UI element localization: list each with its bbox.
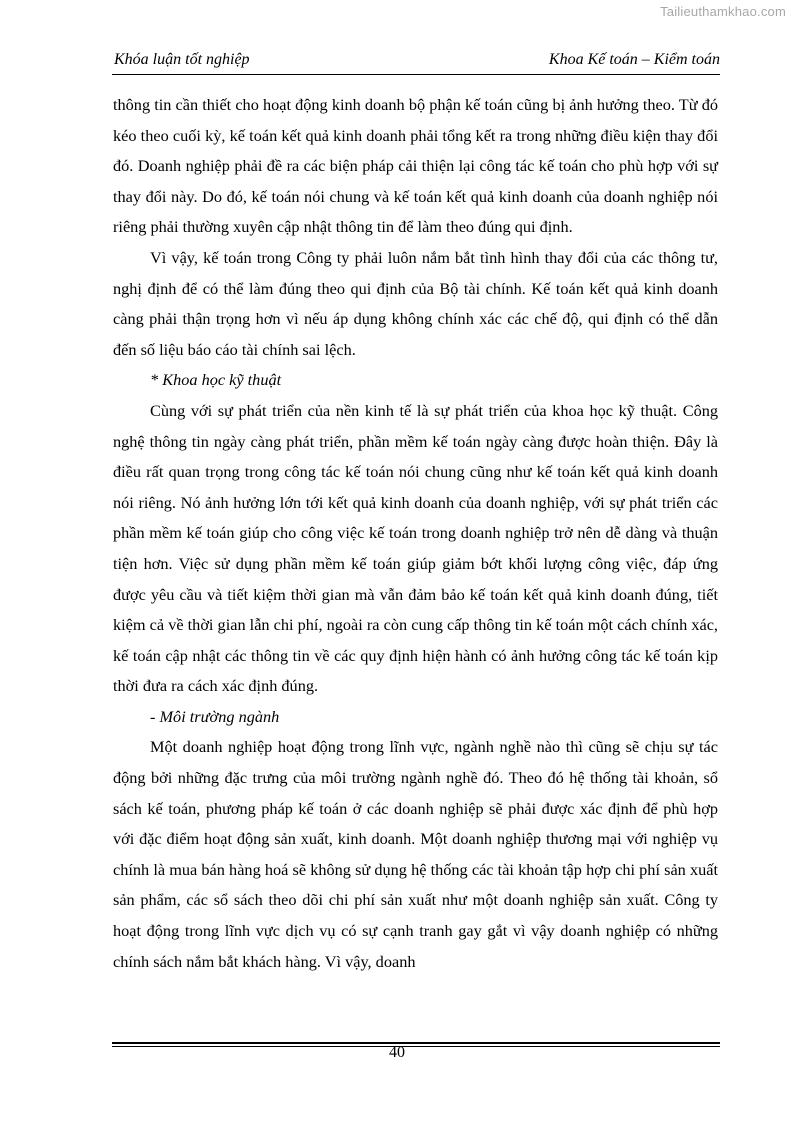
- paragraph: Vì vậy, kế toán trong Công ty phải luôn nắm bắt tình hình thay đổi của các thông tư, nghị định để có thể làm đúng theo qui định của Bộ tài chính. Kế toán kết quả kinh doanh càng phải thận trọng hơn vì nếu áp dụng không chính xác các chế độ, qui định có thể dẫn đến số liệu báo cáo tài chính sai lệch.: [113, 247, 718, 359]
- paragraph-continuation: thông tin cần thiết cho hoạt động kinh doanh bộ phận kế toán cũng bị ảnh hưởng theo. Từ đó kéo theo cuối kỳ, kế toán kết quả kinh doanh phải tổng kết ra trong những điều kiện thay đổi đó. Doanh nghiệp phải đề ra các biện pháp cải thiện lại công tác kế toán cho phù hợp với sự thay đổi này. Do đó, kế toán nói chung và kế toán kết quả kinh doanh của doanh nghiệp nói riêng phải thường xuyên cập nhật thông tin để làm theo đúng qui định.: [113, 95, 718, 237]
- watermark: Tailieuthamkhao.com: [660, 4, 786, 19]
- page-body: [113, 90, 718, 977]
- paragraph: Cùng với sự phát triển của nền kinh tế là sự phát triển của khoa học kỹ thuật. Công nghệ thông tin ngày càng phát triển, phần mềm kế toán ngày càng được hoàn thiện. Đây là điều rất quan trọng trong công tác kế toán nói chung cũng như kế toán kết quả kinh doanh nói riêng. Nó ảnh hưởng lớn tới kết quả kinh doanh của doanh nghiệp, với sự phát triển các phần mềm kế toán giúp cho công việc kế toán trong doanh nghiệp trở nên dễ dàng và thuận tiện hơn. Việc sử dụng phần mềm kế toán giúp giảm bớt khối lượng công việc, đáp ứng được yêu cầu và tiết kiệm thời gian mà vẫn đảm bảo kế toán kết quả kinh doanh đúng, tiết kiệm cả về thời gian lẫn chi phí, ngoài ra còn cung cấp thông tin kế toán một cách chính xác, kế toán cập nhật các thông tin về các quy định hiện hành có ảnh hưởng công tác kế toán kịp thời đưa ra cách xác định đúng.: [113, 400, 718, 696]
- header-faculty: Khoa Kế toán – Kiểm toán: [548, 51, 720, 68]
- section-heading-technology: * Khoa học kỹ thuật: [150, 370, 282, 390]
- section-heading-industry-environment: - Môi trường ngành: [150, 706, 280, 726]
- page-number: 40: [389, 1044, 405, 1061]
- paragraph: Một doanh nghiệp hoạt động trong lĩnh vực, ngành nghề nào thì cũng sẽ chịu sự tác động bởi những đặc trưng của môi trường ngành nghề đó. Theo đó hệ thống tài khoản, sổ sách kế toán, phương pháp kế toán ở các doanh nghiệp sẽ phải được xác định để phù hợp với đặc điểm hoạt động sản xuất, kinh doanh. Một doanh nghiệp thương mại với nghiệp vụ chính là mua bán hàng hoá sẽ không sử dụng hệ thống các tài khoản tập hợp chi phí sản xuất sản phẩm, các sổ sách theo dõi chi phí sản xuất như một doanh nghiệp sản xuất. Công ty hoạt động trong lĩnh vực dịch vụ có sự cạnh tranh gay gắt vì vậy doanh nghiệp có những chính sách nắm bắt khách hàng. Vì vậy, doanh: [113, 737, 718, 971]
- page-header: [112, 50, 720, 75]
- header-thesis-title: Khóa luận tốt nghiệp: [114, 51, 250, 68]
